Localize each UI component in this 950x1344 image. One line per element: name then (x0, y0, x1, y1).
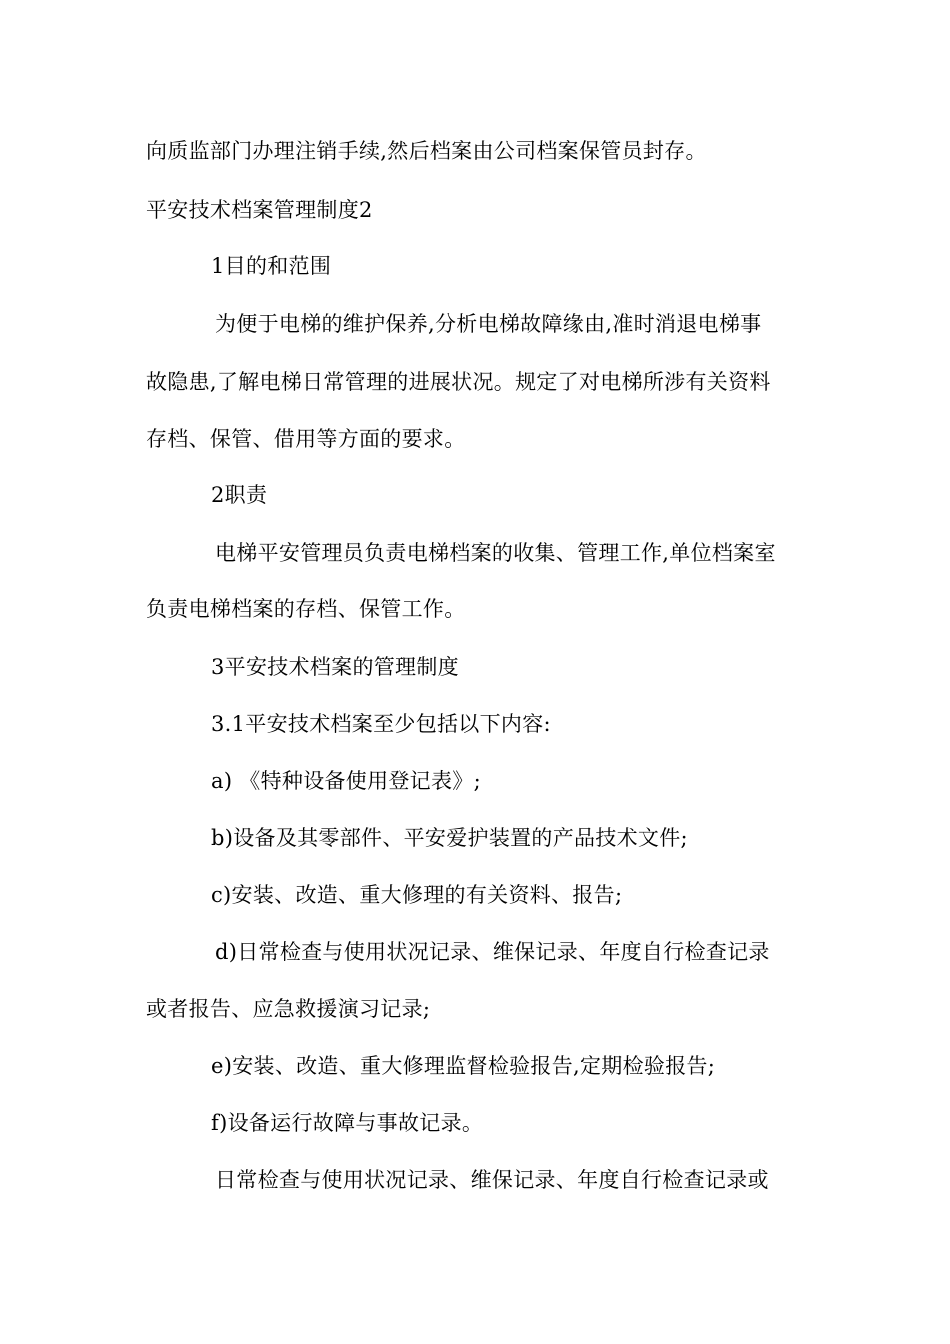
list-item: b)设备及其零部件、平安爱护装置的产品技术文件; (211, 826, 688, 850)
subsection-heading: 1目的和范围 (211, 254, 332, 278)
list-item: f)设备运行故障与事故记录。 (211, 1111, 484, 1135)
section-heading: 平安技术档案管理制度2 (146, 198, 373, 222)
paragraph-line: 故隐患,了解电梯日常管理的进展状况。规定了对电梯所涉有关资料 (146, 370, 771, 394)
paragraph-line: 日常检查与使用状况记录、维保记录、年度自行检查记录或 (215, 1168, 769, 1192)
paragraph-line: 3.1平安技术档案至少包括以下内容: (211, 712, 551, 736)
list-item: e)安装、改造、重大修理监督检验报告,定期检验报告; (211, 1054, 716, 1078)
paragraph-line: 电梯平安管理员负责电梯档案的收集、管理工作,单位档案室 (215, 541, 776, 565)
paragraph-line: 向质监部门办理注销手续,然后档案由公司档案保管员封存。 (146, 139, 707, 163)
paragraph-line: 为便于电梯的维护保养,分析电梯故障缘由,准时消退电梯事 (215, 312, 762, 336)
list-item: c)安装、改造、重大修理的有关资料、报告; (211, 883, 623, 907)
subsection-heading: 3平安技术档案的管理制度 (211, 655, 459, 679)
paragraph-line: 存档、保管、借用等方面的要求。 (146, 427, 466, 451)
list-item: d)日常检查与使用状况记录、维保记录、年度自行检查记录 (215, 940, 770, 964)
paragraph-line: 负责电梯档案的存档、保管工作。 (146, 597, 466, 621)
list-item-continuation: 或者报告、应急救援演习记录; (146, 997, 431, 1021)
list-item: a) 《特种设备使用登记表》; (211, 769, 481, 793)
subsection-heading: 2职责 (211, 483, 268, 507)
